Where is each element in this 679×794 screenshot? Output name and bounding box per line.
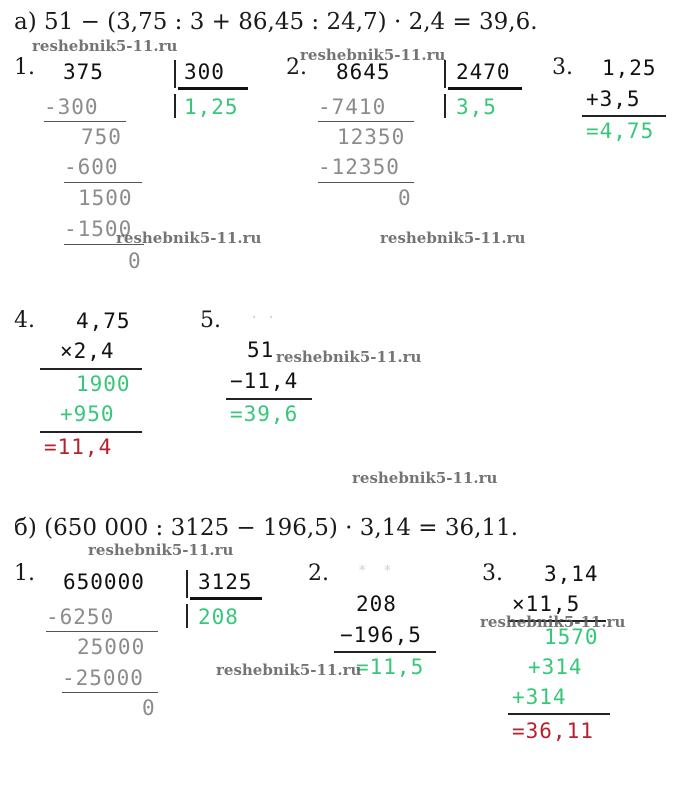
step-number: 2. xyxy=(308,561,329,586)
watermark: reshebnik5-11.ru xyxy=(32,37,178,55)
remainder: 0 xyxy=(128,249,142,273)
subtraction-line xyxy=(64,182,142,183)
sum-line xyxy=(582,115,666,117)
division-bar xyxy=(186,604,188,628)
dots-mark: · · xyxy=(250,310,276,326)
divisor-underline xyxy=(448,87,522,90)
division-bar xyxy=(186,570,188,598)
watermark: reshebnik5-11.ru xyxy=(480,613,626,631)
product-line xyxy=(40,431,142,433)
equation-a: а) 51 − (3,75 : 3 + 86,45 : 24,7) · 2,4 = 39,6. xyxy=(14,9,538,35)
difference-result: =11,5 xyxy=(356,655,425,679)
remainder: 12350 xyxy=(337,125,406,149)
watermark: reshebnik5-11.ru xyxy=(352,469,498,487)
addend: +3,5 xyxy=(586,87,641,111)
subtrahend: −11,4 xyxy=(230,369,299,393)
subtraction-line xyxy=(318,182,414,183)
multiplier: ×2,4 xyxy=(60,339,115,363)
dividend: 650000 xyxy=(63,570,145,594)
remainder: 1500 xyxy=(78,186,133,210)
dividend: 8645 xyxy=(336,60,391,84)
watermark: reshebnik5-11.ru xyxy=(276,348,422,366)
subtrahend: -600 xyxy=(64,155,119,179)
product-result: =11,4 xyxy=(44,435,113,459)
difference-line xyxy=(334,651,436,653)
minuend: 51 xyxy=(247,338,275,362)
multiplicand: 4,75 xyxy=(76,309,131,333)
division-bar xyxy=(174,60,176,88)
divisor-underline xyxy=(190,597,262,600)
subtrahend: -25000 xyxy=(62,666,144,690)
product-line xyxy=(508,713,610,715)
quotient: 3,5 xyxy=(456,95,497,119)
minuend: 208 xyxy=(356,592,397,616)
step-number: 1. xyxy=(14,561,35,586)
product-line xyxy=(40,368,142,370)
division-bar xyxy=(444,94,446,118)
subtrahend: -12350 xyxy=(318,155,400,179)
division-bar xyxy=(444,60,446,88)
watermark: reshebnik5-11.ru xyxy=(216,661,362,679)
quotient: 208 xyxy=(198,605,239,629)
divisor: 2470 xyxy=(456,60,511,84)
divisor-underline xyxy=(178,87,248,90)
partial-product: 1900 xyxy=(76,372,131,396)
difference-line xyxy=(226,398,312,400)
addend: 1,25 xyxy=(602,56,657,80)
partial-product: 1570 xyxy=(544,625,599,649)
divisor: 300 xyxy=(184,60,225,84)
subtraction-line xyxy=(46,631,158,632)
subtrahend: -300 xyxy=(44,95,99,119)
subtraction-line xyxy=(318,121,414,122)
step-number: 3. xyxy=(482,561,503,586)
difference-result: =39,6 xyxy=(230,402,299,426)
remainder: 25000 xyxy=(77,635,146,659)
watermark: reshebnik5-11.ru xyxy=(300,46,446,64)
step-number: 3. xyxy=(552,55,573,80)
quotient: 1,25 xyxy=(184,95,239,119)
remainder: 0 xyxy=(142,696,156,720)
division-bar xyxy=(174,94,176,118)
remainder: 750 xyxy=(81,125,122,149)
watermark: reshebnik5-11.ru xyxy=(88,541,234,559)
step-number: 4. xyxy=(14,308,35,333)
step-number: 2. xyxy=(286,55,307,80)
divisor: 3125 xyxy=(198,570,253,594)
subtrahend: -7410 xyxy=(318,95,387,119)
dots-mark: * * xyxy=(358,563,392,579)
subtraction-line xyxy=(62,692,158,693)
partial-product: +950 xyxy=(60,402,115,426)
remainder: 0 xyxy=(398,186,412,210)
watermark: reshebnik5-11.ru xyxy=(116,229,262,247)
product-result: =36,11 xyxy=(512,719,594,743)
subtrahend: −196,5 xyxy=(340,623,422,647)
partial-product: +314 xyxy=(512,685,567,709)
sum-result: =4,75 xyxy=(586,119,655,143)
multiplier: ×11,5 xyxy=(512,592,581,616)
subtrahend: -6250 xyxy=(46,605,115,629)
subtrahend: -1500 xyxy=(64,217,133,241)
multiplicand: 3,14 xyxy=(544,562,599,586)
step-number: 5. xyxy=(200,308,221,333)
step-number: 1. xyxy=(14,55,35,80)
equation-b: б) (650 000 : 3125 − 196,5) · 3,14 = 36,11. xyxy=(14,515,519,541)
dividend: 375 xyxy=(63,60,104,84)
subtraction-line xyxy=(44,121,126,122)
partial-product: +314 xyxy=(528,655,583,679)
watermark: reshebnik5-11.ru xyxy=(380,229,526,247)
